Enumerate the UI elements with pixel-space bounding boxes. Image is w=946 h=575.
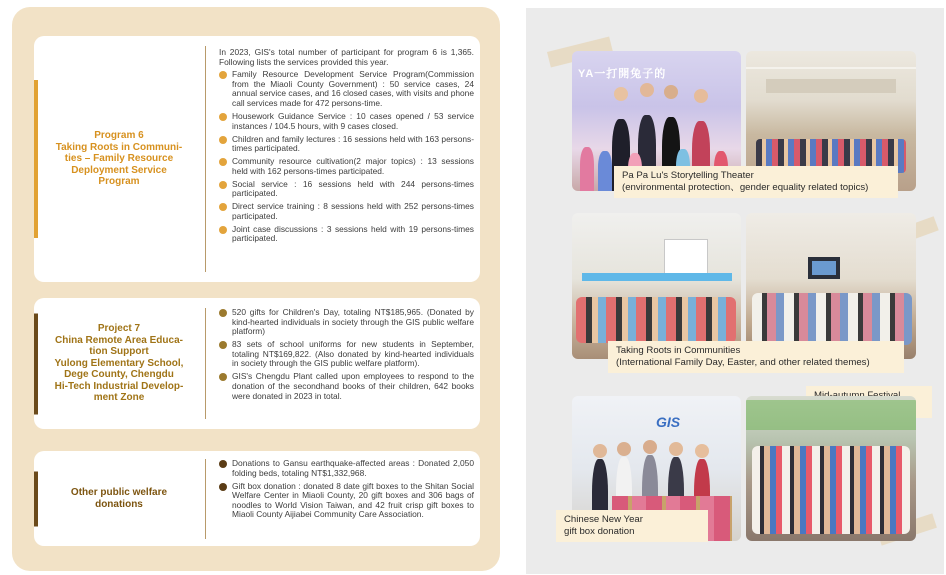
bullet-icon — [219, 309, 227, 317]
caption-taking-roots: Taking Roots in Communities (International Family Day, Easter, and other related themes) — [608, 341, 904, 373]
caption-storytelling: Pa Pa Lu's Storytelling Theater (environmental protection、gender equality related topics) — [614, 166, 898, 198]
bullet-icon — [219, 460, 227, 468]
bullet-icon — [219, 71, 227, 79]
program6-divider — [205, 46, 206, 272]
list-item: Gift box donation : donated 8 date gift boxes to the Shitan Social Welfare Center in Miaoli County, 20 gift boxes and 306 bags of noodles to World Vision Taiwan, and 42 fruit crisp gift boxes to Miaoli County Aijiabei Community Care Association. — [219, 482, 474, 520]
other-body — [219, 459, 474, 523]
other-title: Other public welfare donations — [70, 487, 168, 510]
bullet-icon — [219, 158, 227, 166]
bullet-icon — [219, 203, 227, 211]
list-item: Children and family lectures : 16 sessions held with 163 persons-times participated. — [219, 135, 474, 154]
list-item: Joint case discussions : 3 sessions held with 19 persons-times participated. — [219, 225, 474, 244]
list-item: GIS's Chengdu Plant called upon employees to respond to the donation of the secondhand books of their children, 642 books were donated in 2023 in total. — [219, 372, 474, 401]
bullet-icon — [219, 113, 227, 121]
gis-logo-text: GIS — [656, 414, 681, 430]
photo-mid-autumn-kids — [746, 396, 916, 541]
project7-title: Project 7 China Remote Area Educa- tion Support Yulong Elementary School, Dege County, Chengdu Hi-Tech Industrial Develop- ment Zone — [54, 323, 184, 404]
list-item: 83 sets of school uniforms for new students in September, totaling NT$169,822. (Also donated by kind-hearted individuals in society through the GIS public welfare platform). — [219, 340, 474, 369]
other-list — [219, 459, 474, 520]
list-item: Housework Guidance Service : 10 cases opened / 53 service instances / 104.5 hours, with 9 cases closed. — [219, 112, 474, 131]
bullet-icon — [219, 483, 227, 491]
other-accent-bar — [34, 471, 38, 526]
photo-collage-panel — [526, 8, 944, 574]
banner-text: YA一打開兔子的 — [578, 68, 667, 80]
program6-list — [219, 70, 474, 244]
list-item: Family Resource Development Service Program(Commission from the Miaoli County Government) : 50 service cases, 24 annual service cases, and 16 closed cases, with visits and phone call services made for 472 persons-time. — [219, 70, 474, 108]
list-item: Community resource cultivation(2 major topics) : 13 sessions held with 162 persons-times participated. — [219, 157, 474, 176]
other-donations-card — [34, 451, 480, 546]
bullet-icon — [219, 373, 227, 381]
left-panel — [12, 7, 500, 571]
bullet-icon — [219, 181, 227, 189]
list-item: Donations to Gansu earthquake-affected areas : Donated 2,050 folding beds, totaling NT$1,332,968. — [219, 459, 474, 478]
bullet-icon — [219, 136, 227, 144]
photo-classroom-event — [572, 213, 741, 359]
other-divider — [205, 459, 206, 539]
project7-card — [34, 298, 480, 429]
caption-new-year: Chinese New Year gift box donation — [556, 510, 708, 542]
project7-accent-bar — [34, 313, 38, 414]
program6-intro: In 2023, GIS's total number of participant for program 6 is 1,365. Following lists the services provided this year. — [219, 47, 474, 67]
program6-body — [219, 48, 474, 247]
project7-body — [219, 308, 474, 405]
program6-accent-bar — [34, 80, 38, 238]
program6-card — [34, 36, 480, 282]
list-item: 520 gifts for Children's Day, totaling NT$185,965. (Donated by kind-hearted individuals in society through the GIS public welfare platform) — [219, 308, 474, 337]
list-item: Direct service training : 8 sessions held with 252 persons-times participated. — [219, 202, 474, 221]
photo-room-activity — [746, 213, 916, 359]
project7-divider — [205, 308, 206, 419]
project7-list — [219, 308, 474, 401]
bullet-icon — [219, 341, 227, 349]
bullet-icon — [219, 226, 227, 234]
list-item: Social service : 16 sessions held with 244 persons-times participated. — [219, 180, 474, 199]
program6-title: Program 6 Taking Roots in Communi- ties – Family Resource Deployment Service Program — [55, 130, 183, 188]
